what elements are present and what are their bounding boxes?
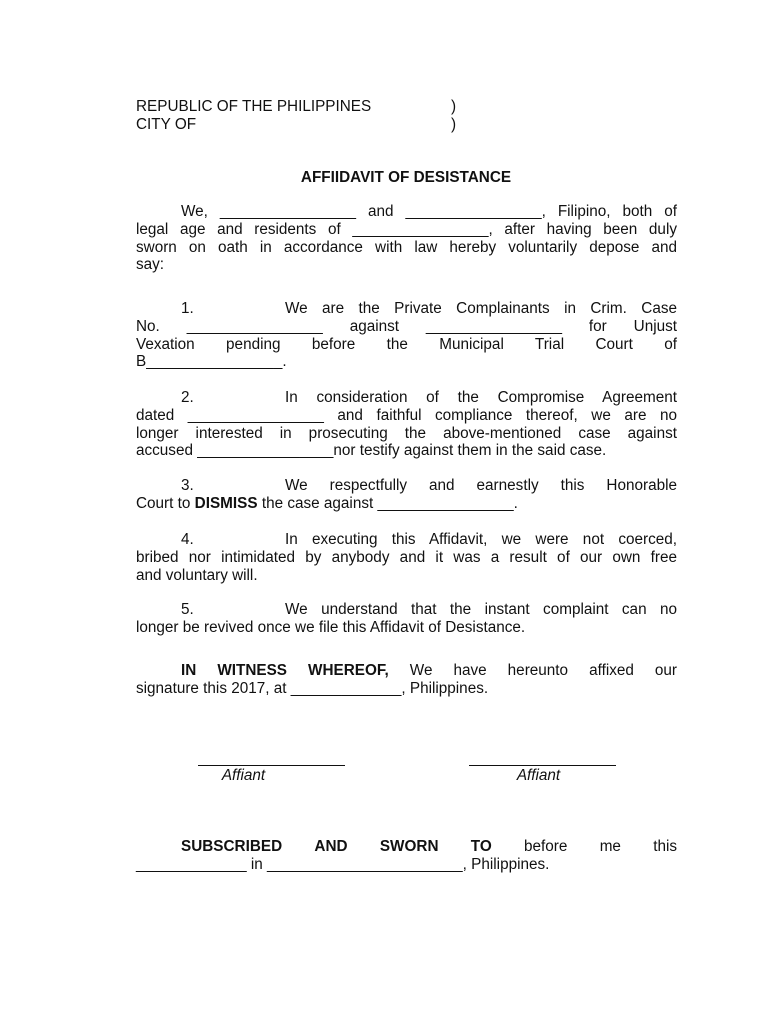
witness-line-1 (136, 662, 677, 680)
dismiss-word: DISMISS (194, 494, 258, 512)
item-2-number: 2. (181, 389, 194, 406)
item-4-line-2: bribed nor intimidated by anybody and it was a result of our own free (136, 548, 677, 566)
affiant-label-right: Affiant (516, 767, 561, 784)
item-1-line-3: Vexation pending before the Municipal Trial Court of (136, 335, 677, 353)
before-word: before (524, 838, 568, 855)
item-5-text: We understand that the instant complaint can no (285, 601, 677, 618)
witness-paragraph (136, 662, 677, 698)
and-word: AND (314, 838, 348, 855)
header-paren-1: ) (451, 98, 457, 115)
item-3-pre: Court to (136, 494, 195, 512)
item-5 (136, 601, 677, 637)
intro-line-1: We, ________________ and ________________, Filipino, both of (181, 203, 677, 220)
item-2 (136, 389, 677, 460)
item-5-number: 5. (181, 601, 194, 618)
intro-line-3: sworn on oath in accordance with law hereby voluntarily depose and (136, 238, 677, 256)
header-city: CITY OF (136, 116, 197, 133)
item-4-line-1 (136, 531, 677, 549)
item-4 (136, 531, 677, 584)
item-4-line-3: and voluntary will. (136, 566, 258, 584)
witness-bold: IN WITNESS WHEREOF, (181, 662, 389, 679)
me-word: me (599, 838, 621, 855)
item-2-line-1 (136, 389, 677, 407)
subscribed-line-1 (136, 838, 677, 856)
item-1-line-2: No. ________________ against ________________ for Unjust (136, 317, 677, 335)
header-paren-2: ) (451, 116, 457, 133)
intro-paragraph (136, 203, 677, 274)
item-1-text: We are the Private Complainants in Crim. Case (285, 300, 677, 317)
item-5-line-2: longer be revived once we file this Affidavit of Desistance. (136, 618, 526, 636)
signature-line-right (469, 751, 616, 766)
affiant-label-left: Affiant (221, 767, 266, 784)
item-3-line-2 (136, 495, 677, 513)
item-2-line-2: dated ________________ and faithful compliance thereof, we are no (136, 406, 677, 424)
item-1 (136, 300, 677, 371)
item-1-line-1 (136, 300, 677, 318)
subscribed-line-2: _____________ in _______________________, Philippines. (136, 855, 550, 873)
intro-line-2: legal age and residents of ________________, after having been duly (136, 220, 677, 238)
intro-line-4: say: (136, 256, 165, 274)
subscribed-paragraph (136, 838, 677, 874)
item-5-line-1 (136, 601, 677, 619)
item-2-line-3: longer interested in prosecuting the above-mentioned case against (136, 424, 677, 442)
witness-rest: We have hereunto affixed our (409, 662, 678, 679)
item-3-line-1 (136, 477, 677, 495)
item-4-text: In executing this Affidavit, we were not coerced, (285, 531, 677, 548)
item-1-number: 1. (181, 300, 194, 317)
item-3-text: We respectfully and earnestly this Honorable (285, 477, 677, 494)
sworn-word: SWORN (379, 838, 439, 855)
to-word: TO (470, 838, 492, 855)
header-republic: REPUBLIC OF THE PHILIPPINES (136, 98, 372, 115)
witness-line-2: signature this 2017, at _____________, Philippines. (136, 679, 489, 697)
document-title: AFFIIDAVIT OF DESISTANCE (300, 169, 512, 186)
item-3 (136, 477, 677, 513)
item-1-line-4: B________________. (136, 353, 287, 371)
item-3-number: 3. (181, 477, 194, 494)
item-2-line-4: accused ________________nor testify against them in the said case. (136, 442, 607, 460)
item-4-number: 4. (181, 531, 194, 548)
this-word: this (653, 838, 678, 855)
item-3-post: the case against ________________. (257, 494, 518, 512)
subscribed-word: SUBSCRIBED (181, 838, 283, 855)
item-2-text: In consideration of the Compromise Agreement (285, 389, 677, 406)
signature-line-left (198, 751, 345, 766)
